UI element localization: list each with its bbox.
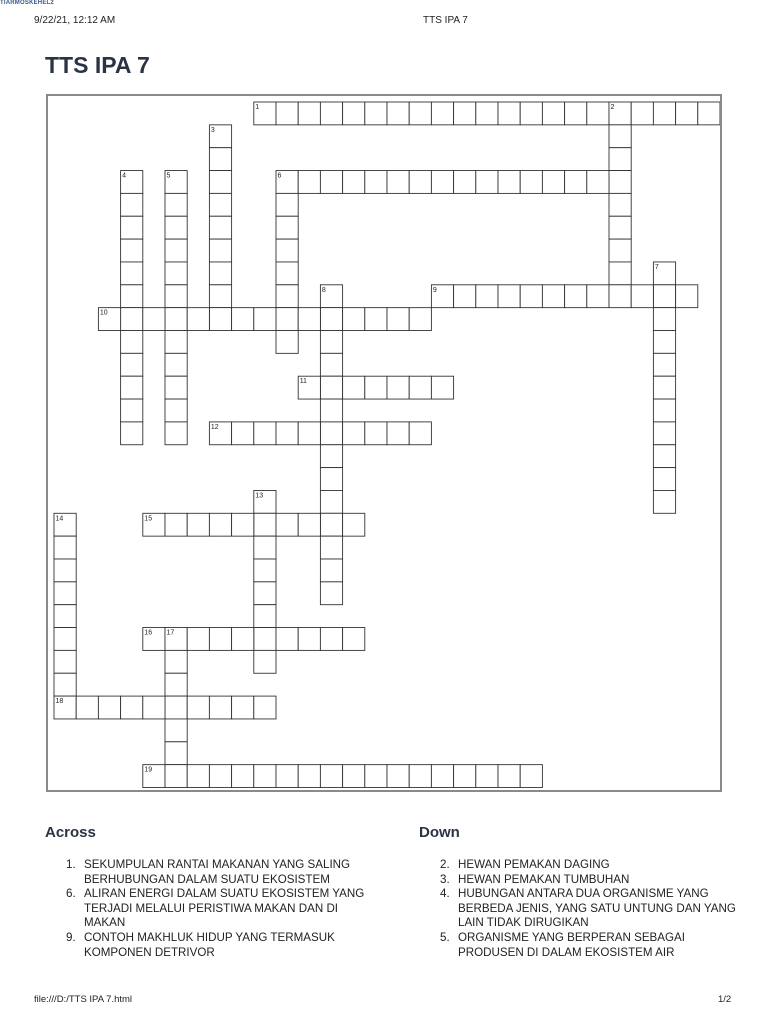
clue-text: SEKUMPULAN RANTAI MAKANAN YANG SALING BERHUBUNGAN DALAM SUATU EKOSISTEM (84, 858, 351, 886)
crossword-cell[interactable] (653, 468, 675, 491)
crossword-cell[interactable] (365, 308, 387, 331)
crossword-cell[interactable] (565, 285, 587, 308)
clue-number-label: 4 (122, 172, 127, 180)
crossword-cell[interactable] (387, 376, 409, 399)
crossword-cell[interactable] (209, 262, 231, 285)
crossword-cell[interactable] (121, 331, 143, 354)
crossword-cell[interactable] (520, 102, 542, 125)
crossword-cell[interactable] (587, 285, 609, 308)
crossword-cell[interactable] (320, 559, 342, 582)
crossword-cell[interactable] (165, 216, 187, 239)
crossword-cell[interactable] (476, 765, 498, 788)
clue-number-label: 1 (255, 104, 260, 111)
crossword-cell[interactable] (254, 605, 276, 628)
clue-number: 6. (66, 887, 76, 901)
crossword-cell[interactable] (276, 422, 298, 445)
crossword-cell[interactable] (143, 308, 165, 331)
across-heading: Across (45, 824, 96, 841)
crossword-cell[interactable] (276, 216, 298, 239)
crossword-cell[interactable] (121, 422, 143, 445)
crossword-cell[interactable] (121, 193, 143, 216)
crossword-cell[interactable] (520, 171, 542, 194)
crossword-cell[interactable] (653, 308, 675, 331)
crossword-cell[interactable] (653, 353, 675, 376)
crossword-cell[interactable] (454, 171, 476, 194)
print-header-title: TTS IPA 7 (423, 15, 468, 26)
crossword-cell[interactable] (121, 696, 143, 719)
crossword-cell[interactable] (320, 765, 342, 788)
crossword-cell[interactable] (476, 102, 498, 125)
clue-number-label: 17 (166, 629, 175, 637)
clue-number-label: 7 (654, 263, 659, 271)
crossword-cell[interactable] (520, 285, 542, 308)
crossword-cell[interactable] (343, 171, 365, 194)
crossword-cell[interactable] (343, 628, 365, 651)
crossword-cell[interactable] (431, 102, 453, 125)
crossword-cell[interactable] (343, 765, 365, 788)
crossword-cell[interactable] (187, 765, 209, 788)
down-clue-item (440, 858, 740, 873)
crossword-cell[interactable] (209, 285, 231, 308)
crossword-cell[interactable] (387, 308, 409, 331)
clue-number: 1. (66, 858, 76, 871)
down-clue-item (440, 873, 740, 888)
crossword-cell[interactable] (54, 582, 76, 605)
clue-number-label: 15 (144, 515, 153, 523)
clue-number-label: 12 (210, 423, 219, 431)
crossword-cell[interactable] (209, 696, 231, 719)
crossword-cell[interactable] (609, 262, 631, 285)
crossword-cell[interactable] (121, 376, 143, 399)
clue-text: HEWAN PEMAKAN TUMBUHAN (458, 872, 630, 886)
crossword-cell[interactable] (187, 696, 209, 719)
clue-number-label: 9 (432, 286, 437, 294)
crossword-cell[interactable] (254, 650, 276, 673)
crossword-cell[interactable] (54, 673, 76, 696)
crossword-cell[interactable] (409, 376, 431, 399)
crossword-cell[interactable] (232, 513, 254, 536)
crossword-cell[interactable] (165, 719, 187, 742)
crossword-cell[interactable] (387, 765, 409, 788)
crossword-cell[interactable] (276, 331, 298, 354)
crossword-cell[interactable] (165, 239, 187, 262)
crossword-cell[interactable] (387, 171, 409, 194)
crossword-cell[interactable] (676, 285, 698, 308)
crossword-cell[interactable] (409, 308, 431, 331)
crossword-cell[interactable] (276, 239, 298, 262)
crossword-cell[interactable] (454, 285, 476, 308)
crossword-cell[interactable] (587, 171, 609, 194)
crossword-cell[interactable] (254, 765, 276, 788)
crossword-cell[interactable] (209, 216, 231, 239)
page-title: TTS IPA 7 (45, 52, 150, 78)
crossword-cell[interactable] (409, 422, 431, 445)
down-clue-list (440, 858, 740, 960)
crossword-cell[interactable] (365, 422, 387, 445)
clue-number-label: 19 (144, 766, 153, 774)
crossword-cell[interactable] (276, 513, 298, 536)
crossword-cell[interactable] (54, 628, 76, 651)
across-clue-list (66, 858, 366, 960)
crossword-cell[interactable] (320, 490, 342, 513)
across-clue-item (66, 858, 366, 887)
across-clue-item (66, 931, 366, 960)
crossword-cell[interactable] (476, 285, 498, 308)
crossword-cell[interactable] (409, 171, 431, 194)
crossword-cell[interactable] (320, 102, 342, 125)
crossword-cell[interactable] (653, 445, 675, 468)
crossword-cell[interactable] (209, 148, 231, 171)
crossword-cell[interactable] (209, 308, 231, 331)
clue-number: 4. (440, 887, 450, 901)
crossword-cell[interactable] (320, 445, 342, 468)
crossword-cell[interactable] (209, 193, 231, 216)
clue-number-label: 10 (99, 309, 108, 317)
crossword-cell[interactable] (254, 559, 276, 582)
crossword-cell[interactable] (609, 193, 631, 216)
crossword-cell[interactable] (121, 399, 143, 422)
crossword-cell[interactable] (520, 765, 542, 788)
print-footer-page: 1/2 (718, 994, 732, 1005)
crossword-cell[interactable] (387, 422, 409, 445)
clue-text: HUBUNGAN ANTARA DUA ORGANISME YANG BERBEDA JENIS, YANG SATU UNTUNG DAN YANG LAIN TIDAK DIRUGIKAN (458, 887, 736, 930)
crossword-cell[interactable] (542, 285, 564, 308)
crossword-grid (48, 96, 720, 790)
crossword-cell[interactable] (343, 513, 365, 536)
crossword-cell[interactable] (276, 285, 298, 308)
clue-number-label: 14 (55, 515, 64, 523)
crossword-cell[interactable] (542, 171, 564, 194)
crossword-cell[interactable] (298, 308, 320, 331)
print-header-datetime: 9/22/21, 12:12 AM (34, 15, 116, 26)
crossword-cell[interactable] (609, 216, 631, 239)
crossword-cell[interactable] (320, 536, 342, 559)
crossword-cell[interactable] (298, 628, 320, 651)
crossword-cell[interactable] (209, 239, 231, 262)
crossword-cell[interactable] (343, 102, 365, 125)
crossword-cell[interactable] (165, 285, 187, 308)
crossword-cell[interactable] (653, 422, 675, 445)
crossword-cell[interactable] (676, 102, 698, 125)
clue-number-label: 13 (255, 492, 264, 500)
clue-number-label: 16 (144, 629, 153, 637)
crossword-cell[interactable] (320, 308, 342, 331)
crossword-cell[interactable] (187, 308, 209, 331)
crossword-cell[interactable] (409, 765, 431, 788)
crossword-cell[interactable] (653, 331, 675, 354)
crossword-cell[interactable] (54, 536, 76, 559)
crossword-cell[interactable] (254, 308, 276, 331)
crossword-cell[interactable] (165, 696, 187, 719)
crossword-cell[interactable] (609, 148, 631, 171)
crossword-cell[interactable] (431, 376, 453, 399)
crossword-cell[interactable] (76, 696, 98, 719)
crossword-cell[interactable] (187, 513, 209, 536)
crossword-cell[interactable] (565, 102, 587, 125)
crossword-cell[interactable] (165, 376, 187, 399)
crossword-cell[interactable] (431, 765, 453, 788)
crossword-cell[interactable] (121, 239, 143, 262)
crossword-cell[interactable] (254, 513, 276, 536)
crossword-cell[interactable] (320, 171, 342, 194)
crossword-cell[interactable] (54, 559, 76, 582)
crossword-cell[interactable] (320, 399, 342, 422)
crossword-cell[interactable] (653, 102, 675, 125)
crossword-cell[interactable] (121, 262, 143, 285)
crossword-cell[interactable] (653, 376, 675, 399)
crossword-cell[interactable] (232, 422, 254, 445)
crossword-cell[interactable] (298, 513, 320, 536)
crossword-cell[interactable] (320, 422, 342, 445)
crossword-cell[interactable] (631, 285, 653, 308)
crossword-cell[interactable] (165, 673, 187, 696)
crossword-cell[interactable] (276, 628, 298, 651)
crossword-cell[interactable] (343, 376, 365, 399)
crossword-cell[interactable] (165, 193, 187, 216)
crossword-cell[interactable] (609, 239, 631, 262)
clue-text: HEWAN PEMAKAN DAGING (458, 858, 610, 871)
clue-number-label: 5 (166, 172, 171, 180)
clue-text: ORGANISME YANG BERPERAN SEBAGAI PRODUSEN DI DALAM EKOSISTEM AIR (458, 930, 685, 959)
crossword-cell[interactable] (165, 742, 187, 765)
crossword-cell[interactable] (187, 628, 209, 651)
crossword-cell[interactable] (254, 536, 276, 559)
crossword-cell[interactable] (609, 285, 631, 308)
crossword-cell[interactable] (209, 628, 231, 651)
clue-number: 9. (66, 930, 76, 944)
crossword-cell[interactable] (320, 376, 342, 399)
crossword-cell[interactable] (387, 102, 409, 125)
crossword-cell[interactable] (409, 102, 431, 125)
crossword-cell[interactable] (165, 308, 187, 331)
crossword-frame (46, 94, 722, 792)
crossword-cell[interactable] (320, 353, 342, 376)
crossword-cell[interactable] (276, 765, 298, 788)
crossword-cell[interactable] (431, 171, 453, 194)
clue-number: 2. (440, 858, 450, 871)
clue-text: ALIRAN ENERGI DALAM SUATU EKOSISTEM YANG TERJADI MELALUI PERISTIWA MAKAN DAN DI MAKAN (84, 887, 365, 930)
crossword-cell[interactable] (476, 171, 498, 194)
crossword-cell[interactable] (54, 650, 76, 673)
crossword-cell[interactable] (121, 216, 143, 239)
crossword-cell[interactable] (320, 468, 342, 491)
clue-number-label: 6 (277, 172, 282, 180)
crossword-cell[interactable] (498, 171, 520, 194)
crossword-cell[interactable] (165, 650, 187, 673)
crossword-cell[interactable] (631, 102, 653, 125)
crossword-cell[interactable] (165, 765, 187, 788)
crossword-cell[interactable] (209, 513, 231, 536)
crossword-cell[interactable] (54, 605, 76, 628)
crossword-cell[interactable] (209, 765, 231, 788)
down-clue-item (440, 931, 740, 960)
crossword-cell[interactable] (232, 308, 254, 331)
crossword-cell[interactable] (254, 582, 276, 605)
crossword-cell[interactable] (276, 102, 298, 125)
crossword-cell[interactable] (320, 513, 342, 536)
clue-text: CONTOH MAKHLUK HIDUP YANG TERMASUK KOMPONEN DETRIVOR (84, 930, 335, 959)
clue-number-label: 3 (210, 126, 215, 134)
crossword-cell[interactable] (98, 696, 120, 719)
crossword-cell[interactable] (165, 513, 187, 536)
crossword-cell[interactable] (232, 696, 254, 719)
crossword-cell[interactable] (320, 582, 342, 605)
crossword-cell[interactable] (498, 765, 520, 788)
crossword-cell[interactable] (165, 262, 187, 285)
crossword-cell[interactable] (209, 171, 231, 194)
clue-number-label: 11 (299, 378, 307, 386)
crossword-cell[interactable] (365, 102, 387, 125)
crossword-cell[interactable] (165, 422, 187, 445)
crossword-cell[interactable] (232, 628, 254, 651)
crossword-cell[interactable] (365, 171, 387, 194)
crossword-cell[interactable] (343, 308, 365, 331)
crossword-cell[interactable] (542, 102, 564, 125)
crossword-cell[interactable] (320, 628, 342, 651)
crossword-cell[interactable] (165, 399, 187, 422)
print-footer-url: file:///D:/TTS IPA 7.html (34, 994, 133, 1005)
crossword-cell[interactable] (276, 193, 298, 216)
crossword-cell[interactable] (653, 490, 675, 513)
crossword-cell[interactable] (609, 125, 631, 148)
clue-number-label: 8 (321, 286, 326, 294)
down-clue-item (440, 887, 740, 931)
crossword-cell[interactable] (298, 422, 320, 445)
crossword-cell[interactable] (498, 102, 520, 125)
crossword-cell[interactable] (165, 353, 187, 376)
down-heading: Down (419, 824, 460, 841)
crossword-cell[interactable] (565, 171, 587, 194)
crossword-cell[interactable] (609, 171, 631, 194)
crossword-cell[interactable] (454, 765, 476, 788)
crossword-cell[interactable] (587, 102, 609, 125)
crossword-cell[interactable] (276, 308, 298, 331)
crossword-cell[interactable] (365, 376, 387, 399)
crossword-cell[interactable] (365, 765, 387, 788)
crossword-cell[interactable] (254, 696, 276, 719)
crossword-cell[interactable] (254, 422, 276, 445)
clue-number: 5. (440, 930, 450, 944)
crossword-cell[interactable] (143, 696, 165, 719)
crossword-cell[interactable] (698, 102, 720, 125)
crossword-cell[interactable] (232, 765, 254, 788)
crossword-cell[interactable] (298, 765, 320, 788)
crossword-cell[interactable] (121, 308, 143, 331)
crossword-cell[interactable] (298, 171, 320, 194)
crossword-cell[interactable] (121, 285, 143, 308)
crossword-cell[interactable] (653, 285, 675, 308)
across-clue-item (66, 887, 366, 931)
crossword-cell[interactable] (343, 422, 365, 445)
watermark: TIARMOSKEHEL2 (0, 0, 54, 6)
clue-number: 3. (440, 872, 450, 886)
clue-number-label: 2 (610, 104, 615, 111)
crossword-cell[interactable] (276, 262, 298, 285)
crossword-cell[interactable] (320, 331, 342, 354)
crossword-cell[interactable] (121, 353, 143, 376)
crossword-cell[interactable] (498, 285, 520, 308)
crossword-cell[interactable] (653, 399, 675, 422)
crossword-cell[interactable] (454, 102, 476, 125)
crossword-cell[interactable] (298, 102, 320, 125)
crossword-cell[interactable] (254, 628, 276, 651)
clue-number-label: 18 (55, 698, 64, 706)
crossword-cell[interactable] (165, 331, 187, 354)
